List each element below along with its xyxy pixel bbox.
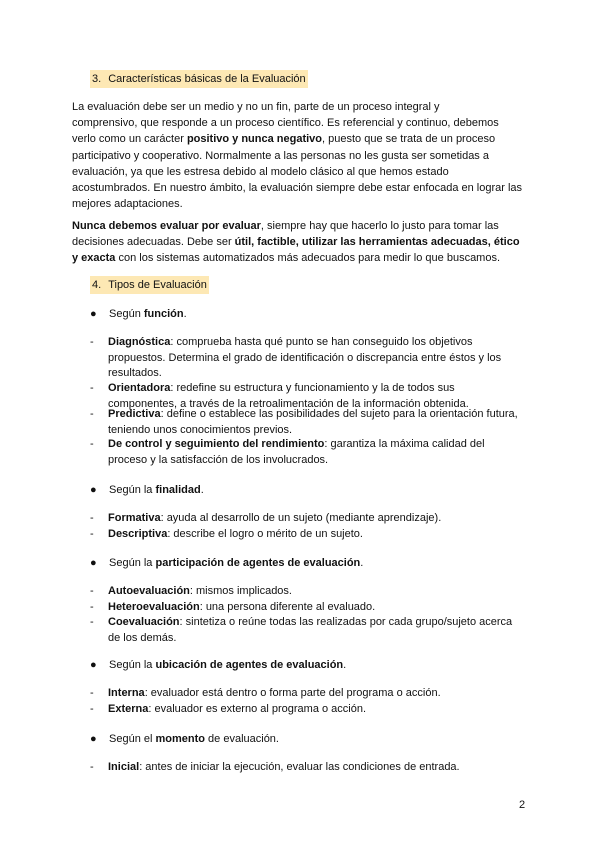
text-run: : una persona diferente al evaluado. bbox=[199, 601, 376, 613]
bold-text: útil, factible, utilizar las herramientas adecuadas, ético bbox=[234, 236, 520, 249]
list-item bbox=[90, 702, 530, 718]
text-run: de evaluación. bbox=[204, 733, 279, 745]
term: Heteroevaluación bbox=[108, 601, 200, 613]
text-run: . bbox=[360, 557, 364, 569]
bold-text: finalidad bbox=[155, 484, 201, 496]
list-item bbox=[90, 615, 530, 646]
text-run: con los sistemas automatizados más adecuados para medir lo que buscamos. bbox=[115, 252, 501, 265]
term: Diagnóstica bbox=[108, 336, 171, 348]
section-title: Tipos de Evaluación bbox=[108, 279, 207, 291]
term: Orientadora bbox=[108, 382, 171, 394]
text-run: , siempre hay que hacerlo lo justo para tomar las bbox=[260, 220, 499, 232]
text-run: : garantiza la máxima calidad del bbox=[324, 438, 485, 450]
bold-text: participación de agentes de evaluación bbox=[155, 557, 361, 569]
text-run: : describe el logro o mérito de un sujeto. bbox=[167, 528, 363, 540]
bullet-icon: ● bbox=[90, 659, 97, 671]
text-line: evaluación, ya que les estresa debido al modelo clásico al que hemos estado bbox=[72, 165, 449, 178]
text-line: resultados. bbox=[108, 367, 162, 380]
dash-icon: - bbox=[90, 761, 94, 773]
bold-text: momento bbox=[155, 733, 205, 745]
term: Descriptiva bbox=[108, 528, 168, 540]
text-run: Según la bbox=[109, 659, 156, 671]
text-line: propuestos. Determina el grado de identificación o discrepancia entre éstos y los bbox=[108, 351, 502, 364]
text-run: : sintetiza o reúne todas las realizadas por cada grupo/sujeto acerca bbox=[179, 616, 513, 628]
text-line bbox=[72, 234, 532, 250]
paragraph-intro bbox=[72, 99, 532, 212]
text-run: : ayuda al desarrollo de un sujeto (mediante aprendizaje). bbox=[160, 512, 442, 524]
bullet-icon: ● bbox=[90, 733, 97, 745]
dash-icon: - bbox=[90, 616, 94, 628]
text-run: : define o establece las posibilidades del sujeto para la orientación futura, bbox=[160, 408, 518, 420]
list-item bbox=[90, 335, 530, 382]
page-number: 2 bbox=[519, 799, 526, 811]
paragraph-principles bbox=[72, 218, 532, 267]
term: Inicial bbox=[108, 761, 140, 773]
text-line bbox=[72, 131, 532, 147]
text-run: Según la bbox=[109, 484, 156, 496]
bullet-ubicacion bbox=[90, 657, 346, 673]
bullet-icon: ● bbox=[90, 557, 97, 569]
bullet-funcion bbox=[90, 306, 187, 322]
dash-icon: - bbox=[90, 585, 94, 597]
term: De control y seguimiento del rendimiento bbox=[108, 438, 325, 450]
bullet-momento bbox=[90, 731, 279, 747]
bold-text: y exacta bbox=[72, 252, 116, 265]
term: Interna bbox=[108, 687, 145, 699]
dash-icon: - bbox=[90, 408, 94, 420]
text-line: componentes, a través de la retroalimentación de la información obtenida. bbox=[108, 397, 469, 410]
text-run: : antes de iniciar la ejecución, evaluar las condiciones de entrada. bbox=[139, 761, 460, 773]
text-line: proceso y la satisfacción de los involucrados. bbox=[108, 453, 329, 466]
text-run: Según bbox=[109, 308, 144, 320]
bullet-icon: ● bbox=[90, 308, 97, 320]
text-line: acostumbrados. En nuestro ámbito, la evaluación siempre debe estar enfocada en lograr las bbox=[72, 182, 523, 195]
list-item bbox=[90, 686, 530, 702]
section-number: 4. bbox=[92, 279, 102, 291]
term: Predictiva bbox=[108, 408, 161, 420]
bullet-icon: ● bbox=[90, 484, 97, 496]
text-run: : evaluador está dentro o forma parte del programa o acción. bbox=[144, 687, 441, 699]
dash-icon: - bbox=[90, 601, 94, 613]
term: Autoevaluación bbox=[108, 585, 190, 597]
dash-icon: - bbox=[90, 382, 94, 394]
text-run: : evaluador es externo al programa o acción. bbox=[148, 703, 367, 715]
text-line bbox=[72, 250, 532, 266]
bold-text: Nunca debemos evaluar por evaluar bbox=[72, 220, 261, 232]
text-run: . bbox=[183, 308, 187, 320]
text-run: . bbox=[343, 659, 347, 671]
dash-icon: - bbox=[90, 438, 94, 450]
text-run: , puesto que se trata de un proceso bbox=[322, 133, 496, 146]
text-run: . bbox=[200, 484, 204, 496]
text-line: de los demás. bbox=[108, 631, 177, 644]
term: Formativa bbox=[108, 512, 161, 524]
list-item bbox=[90, 600, 530, 616]
dash-icon: - bbox=[90, 687, 94, 699]
text-line: mejores adaptaciones. bbox=[72, 198, 183, 211]
text-run: : comprueba hasta qué punto se han conseguido los objetivos bbox=[170, 336, 473, 348]
text-run: Según la bbox=[109, 557, 156, 569]
text-line: teniendo unos conocimientos previos. bbox=[108, 423, 293, 436]
term: Externa bbox=[108, 703, 149, 715]
section-title: Características básicas de la Evaluación bbox=[108, 73, 306, 85]
section-4-heading bbox=[90, 276, 209, 294]
list-item bbox=[90, 527, 530, 543]
section-3-heading bbox=[90, 70, 308, 88]
list-item bbox=[90, 760, 530, 776]
section-number: 3. bbox=[92, 73, 102, 85]
text-run: decisiones adecuadas. Debe ser bbox=[72, 236, 235, 249]
text-line bbox=[72, 218, 532, 234]
bullet-participacion bbox=[90, 555, 363, 571]
term: Coevaluación bbox=[108, 616, 180, 628]
text-line: La evaluación debe ser un medio y no un fin, parte de un proceso integral y bbox=[72, 101, 440, 113]
bullet-finalidad bbox=[90, 482, 204, 498]
text-run: Según el bbox=[109, 733, 156, 745]
dash-icon: - bbox=[90, 512, 94, 524]
list-item bbox=[90, 511, 530, 527]
dash-icon: - bbox=[90, 528, 94, 540]
text-run: : redefine su estructura y funcionamiento y la de todos sus bbox=[170, 382, 455, 394]
bold-text: función bbox=[143, 308, 184, 320]
text-run: verlo como un carácter bbox=[72, 133, 187, 146]
list-item bbox=[90, 407, 530, 438]
text-line: participativo y cooperativo. Normalmente a las personas no les gusta ser sometidas a bbox=[72, 149, 489, 162]
text-line: comprensivo, que responde a un proceso científico. Es referencial y continuo, debemos bbox=[72, 117, 499, 130]
list-item bbox=[90, 584, 530, 600]
list-item bbox=[90, 437, 530, 468]
bold-text: ubicación de agentes de evaluación bbox=[155, 659, 344, 671]
text-run: : mismos implicados. bbox=[189, 585, 292, 597]
dash-icon: - bbox=[90, 336, 94, 348]
dash-icon: - bbox=[90, 703, 94, 715]
bold-text: positivo y nunca negativo bbox=[186, 133, 323, 146]
